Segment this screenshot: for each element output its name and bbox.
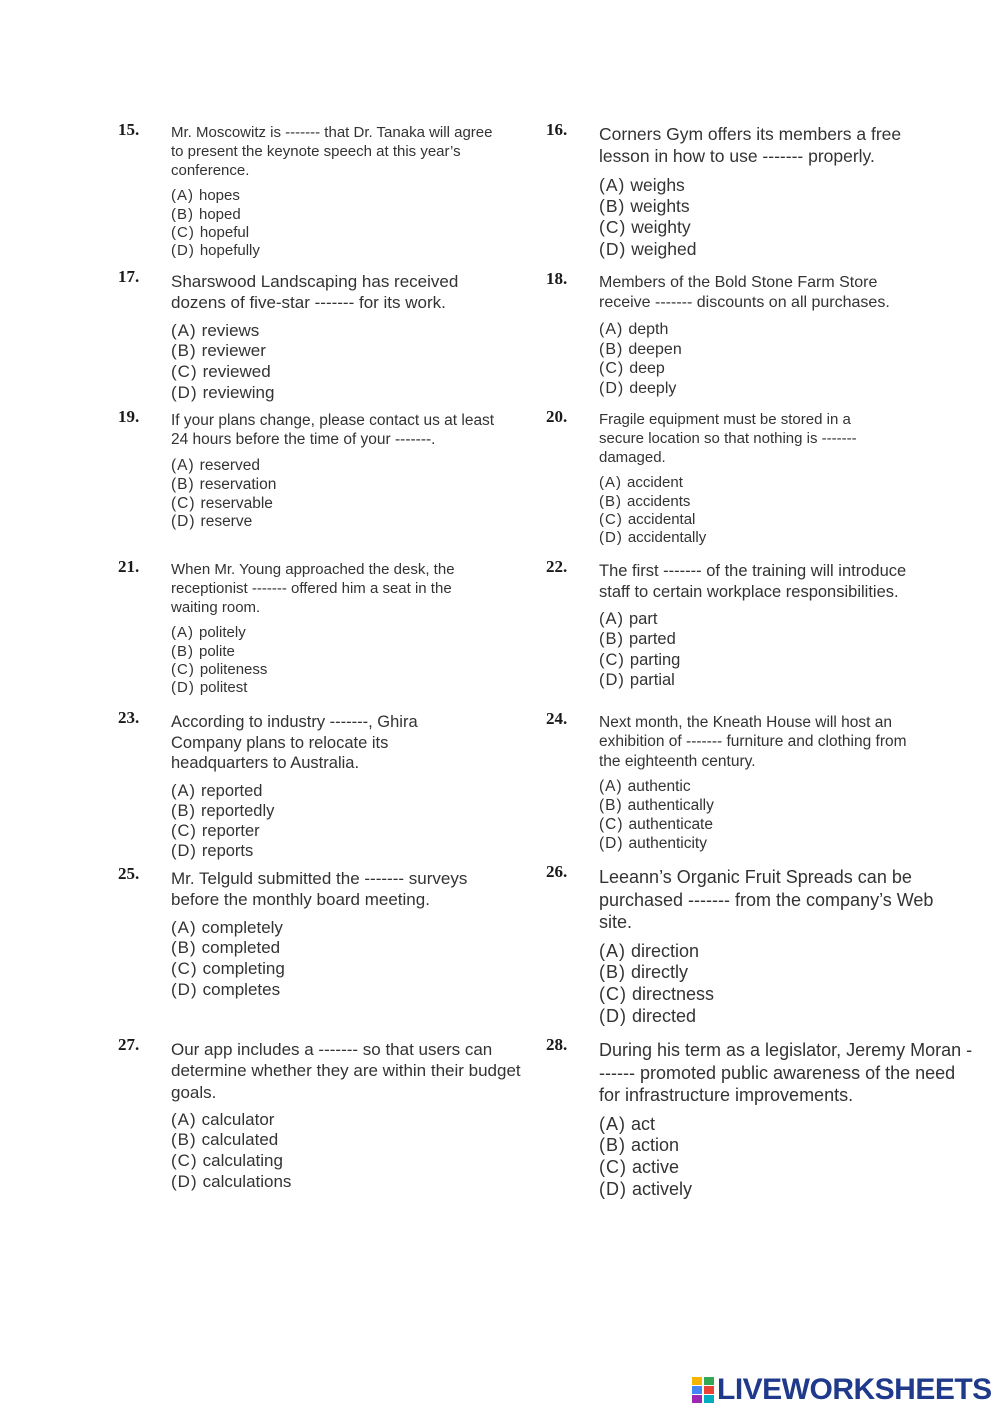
question-number: 16. [546,120,568,139]
liveworksheets-logo[interactable] [692,1373,992,1407]
option-d[interactable]: (D) reports [171,842,254,861]
option-d[interactable]: (D) reserve [171,513,253,531]
question-stem: Corners Gym offers its members a free lesson in how to use ------- properly. [599,124,902,166]
question-stem: Mr. Telguld submitted the ------- surveys before the monthly board meeting. [171,869,468,910]
question-22: 22. The first ------- of the training will introduce staff to certain workplace responsibilities. (A) part (B) parted (C) parting (D) partial [0,561,400,690]
option-b[interactable]: (B) reservation [171,475,277,493]
option-a[interactable]: (A) politely [171,624,246,642]
option-a[interactable]: (A) hopes [171,187,240,205]
option-c[interactable]: (C) hopeful [171,223,250,241]
question-stem: According to industry -------, Ghira Company plans to relocate its headquarters to Australia. [171,713,418,773]
question-number: 23. [118,708,140,727]
question-stem: Sharswood Landscaping has received dozens of five-star ------- for its work. [171,272,459,313]
option-b[interactable]: (B) hoped [171,205,241,223]
logo-text: LIVEWORKSHEETS [717,1373,992,1406]
question-stem: Our app includes a ------- so that users can determine whether they are within their budget goals. [171,1040,521,1102]
option-a[interactable]: (A) reviews [171,320,260,340]
option-d[interactable]: (D) completes [171,979,281,999]
question-stem: Leeann’s Organic Fruit Spreads can be purchased ------- from the company’s Web site. [599,867,934,932]
question-20: 20. Fragile equipment must be stored in a secure location so that nothing is ------- damaged. (A) accident (B) accidents (C) accidental (D) accidentally [0,411,400,547]
option-d[interactable]: (D) reviewing [171,382,275,402]
option-b[interactable]: (B) polite [171,642,235,660]
option-b[interactable]: (B) reportedly [171,802,275,820]
question-stem: When Mr. Young approached the desk, the receptionist ------- offered him a seat in the waiting room. [171,561,455,616]
question-stem: Members of the Bold Stone Farm Store receive ------- discounts on all purchases. [599,274,890,311]
question-16: 16. Corners Gym offers its members a free lesson in how to use ------- properly. (A) weighs (B) weights (C) weighty (D) weighed [0,124,400,260]
question-stem: Next month, the Kneath House will host an exhibition of ------- furniture and clothing from the eighteenth century. [599,714,907,770]
option-b[interactable]: (B) reviewer [171,341,266,361]
question-number: 20. [546,407,568,426]
question-stem: Fragile equipment must be stored in a secure location so that nothing is ------- damaged. [599,411,857,466]
option-c[interactable]: (C) reservable [171,494,273,512]
question-28: 28. During his term as a legislator, Jeremy Moran ------- promoted public awareness of the need for infrastructure improvements. (A) act (B) action (C) active (D) actively [546,1035,973,1200]
question-number: 21. [118,557,140,576]
option-a[interactable]: (A) calculator [171,1109,275,1129]
question-26: 26. Leeann’s Organic Fruit Spreads can be purchased ------- from the company’s Web site. (A) direction (B) directly (C) directness (D) directed [0,866,400,1028]
option-c[interactable]: (C) calculating [171,1151,283,1171]
question-number: 15. [118,120,140,139]
liveworksheets-logo-icon [692,1377,714,1403]
question-number: 27. [118,1035,140,1054]
question-number: 18. [546,269,568,288]
option-a[interactable]: (A) reserved [171,456,260,474]
option-a[interactable]: (A) reported [171,781,263,800]
question-number: 22. [546,557,568,576]
question-number: 19. [118,407,140,426]
option-a[interactable]: (A) completely [171,917,283,937]
question-18: 18. Members of the Bold Stone Farm Store receive ------- discounts on all purchases. (A) depth (B) deepen (C) deep (D) deeply [0,273,400,398]
question-number: 25. [118,864,140,883]
option-b[interactable]: (B) calculated [171,1130,279,1150]
option-b[interactable]: (B) completed [171,938,281,958]
question-number: 26. [546,862,568,881]
option-c[interactable]: (C) reviewed [171,361,271,381]
option-c[interactable]: (C) politeness [171,660,268,678]
question-24: 24. Next month, the Kneath House will host an exhibition of ------- furniture and clothing from the eighteenth century. (A) authentic (B) authentically (C) authenticate (D) authenticity [0,713,400,854]
question-number: 28. [546,1035,568,1054]
option-c[interactable]: (C) completing [171,958,285,978]
question-number: 24. [546,709,568,728]
option-d[interactable]: (D) politest [171,679,248,697]
question-number: 17. [118,267,140,286]
question-stem: The first ------- of the training will introduce staff to certain workplace responsibilities. [599,562,907,601]
question-stem: During his term as a legislator, Jeremy Moran ------- promoted public awareness of the need for infrastructure improvements. [599,1040,973,1105]
option-d[interactable]: (D) hopefully [171,242,260,260]
question-stem: If your plans change, please contact us at least 24 hours before the time of your -------. [171,412,495,449]
question-stem: Mr. Moscowitz is ------- that Dr. Tanaka will agree to present the keynote speech at this year’s conference. [171,124,493,179]
option-d[interactable]: (D) calculations [171,1171,292,1191]
option-c[interactable]: (C) reporter [171,822,260,841]
